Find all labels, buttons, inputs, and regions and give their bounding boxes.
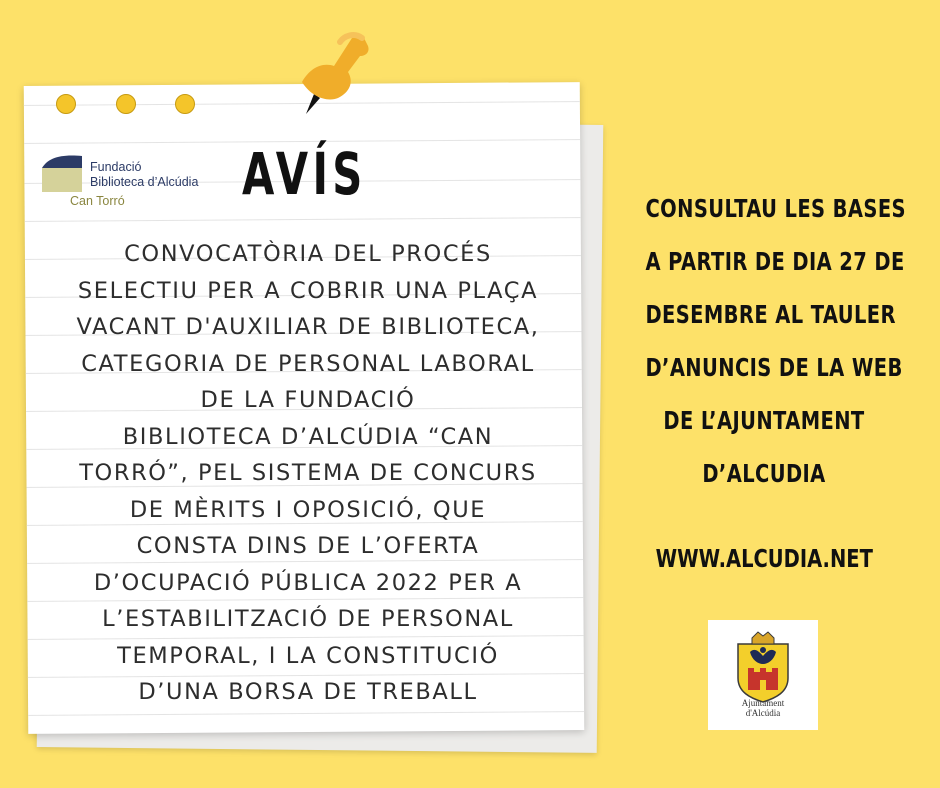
crest-caption-line: d'Alcúdia — [745, 708, 781, 718]
body-line: L’ESTABILITZACIÓ DE PERSONAL — [102, 606, 514, 632]
push-pin-icon — [292, 28, 372, 118]
logo-line-can-torro: Can Torró — [70, 194, 125, 208]
ajuntament-crest — [708, 620, 818, 730]
info-line: D’ANUNCIS DE LA WEB — [645, 353, 903, 382]
body-line: D’OCUPACIÓ PÚBLICA 2022 PER A — [93, 569, 523, 596]
fundacio-biblioteca-logo — [40, 152, 240, 214]
body-line: CONVOCATÒRIA DEL PROCÉS — [124, 241, 492, 267]
notice-body — [30, 236, 586, 711]
logo-line-fundacio: Fundació — [90, 160, 142, 174]
binder-hole-2 — [116, 94, 136, 114]
body-line: SELECTIU PER A COBRIR UNA PLAÇA — [77, 277, 539, 304]
body-line: DE LA FUNDACIÓ — [200, 387, 416, 413]
body-line: D’UNA BORSA DE TREBALL — [138, 679, 478, 705]
info-line: A PARTIR DE DIA 27 DE — [645, 247, 905, 276]
notice-title: AVÍS — [242, 140, 367, 208]
body-line: VACANT D'AUXILIAR DE BIBLIOTECA, — [76, 314, 540, 340]
info-line: D’ALCUDIA — [702, 459, 826, 488]
body-line: CONSTA DINS DE L’OFERTA — [136, 533, 480, 559]
body-line: BIBLIOTECA D’ALCÚDIA “CAN — [122, 423, 494, 450]
crest-caption — [708, 698, 818, 718]
info-line: CONSULTAU LES BASES — [645, 194, 906, 223]
info-line: DESEMBRE AL TAULER — [645, 300, 896, 329]
body-line: TORRÓ”, PEL SISTEMA DE CONCURS — [79, 460, 537, 486]
body-line: DE MÈRITS I OPOSICIÓ, QUE — [129, 496, 487, 523]
website-url-text: WWW.ALCUDIA.NET — [655, 544, 873, 573]
fundacio-logo-mark-icon — [42, 154, 82, 192]
consult-info — [612, 182, 916, 500]
body-line: TEMPORAL, I LA CONSTITUCIÓ — [117, 642, 499, 669]
logo-line-biblioteca: Biblioteca d’Alcúdia — [90, 175, 199, 189]
website-url — [612, 544, 916, 573]
binder-hole-1 — [56, 94, 76, 114]
crest-caption-line: Ajuntament — [741, 698, 785, 708]
body-line: CATEGORIA DE PERSONAL LABORAL — [81, 350, 535, 377]
info-line: DE L’AJUNTAMENT — [663, 406, 865, 435]
logo-text — [90, 160, 198, 190]
binder-hole-3 — [175, 94, 195, 114]
